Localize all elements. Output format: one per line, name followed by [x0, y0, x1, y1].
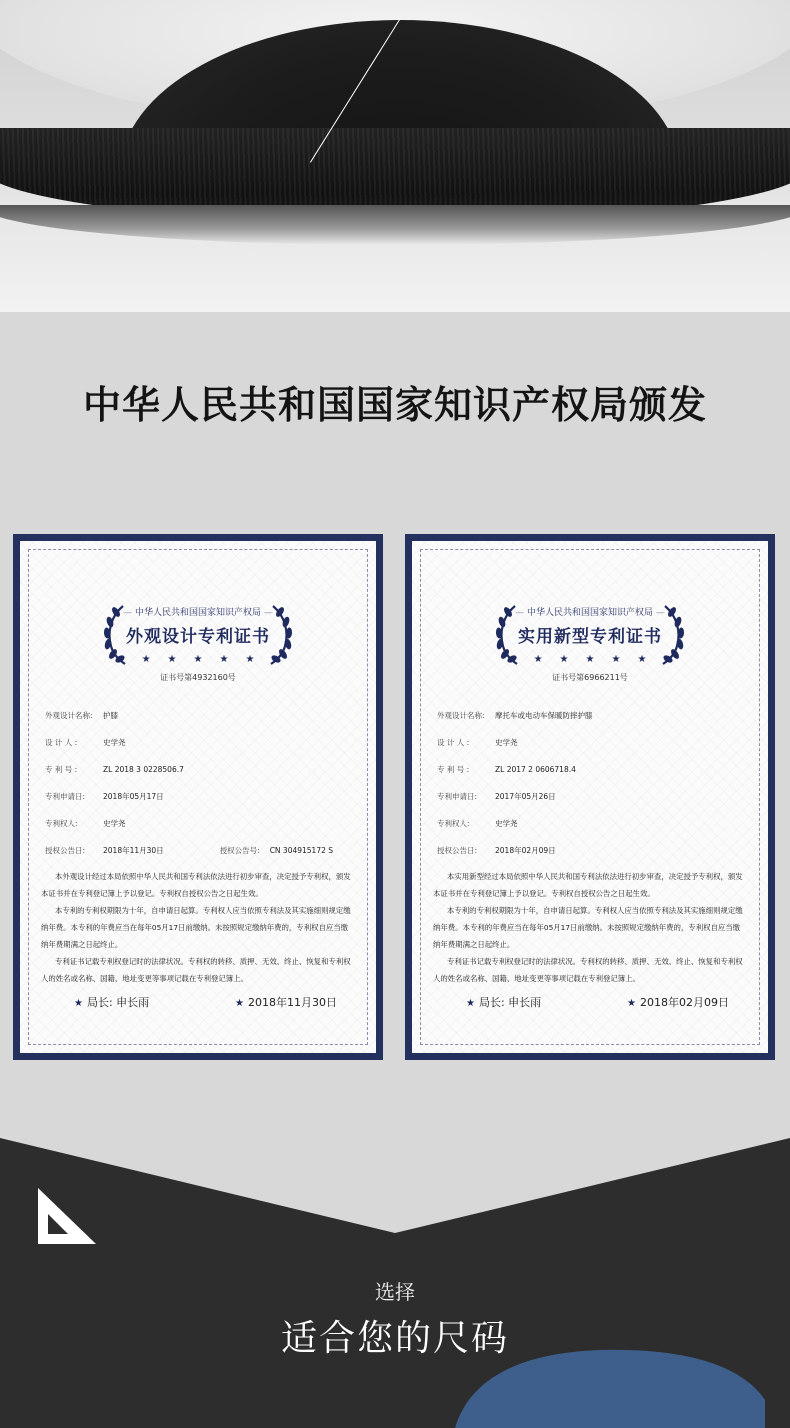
- cert-field-value: ZL 2017 2 0606718.4: [495, 765, 576, 774]
- cert-field-value: 2018年11月30日: [103, 846, 164, 855]
- cert-title: 实用新型专利证书: [518, 627, 662, 647]
- cert-field-row: [437, 783, 747, 810]
- cert-field-key: 授权公告日:: [45, 846, 86, 855]
- cert-field-key: 设 计 人 :: [437, 738, 470, 747]
- cert-director-text: 局长: 申长雨: [86, 996, 150, 1009]
- certificate-paper: [20, 541, 376, 1053]
- cert-field-key: 专利权人:: [45, 819, 78, 828]
- cert-paragraph: 本外观设计经过本局依照中华人民共和国专利法依法进行初步审查，决定授予专利权，颁发本证书并在专利登记簿上予以登记。专利权自授权公告之日起生效。: [41, 872, 351, 898]
- cert-field-key: 授权公告日:: [437, 846, 478, 855]
- cert-paragraph: 本专利的专利权期限为十年，自申请日起算。专利权人应当依照专利法及其实施细则规定缴纳年费。本专利的年费应当在每年05月17日前缴纳。未按照规定缴纳年费的，专利权自应当缴纳年费期满之日起终止。: [41, 906, 351, 949]
- cert-field-row: [437, 702, 747, 729]
- page-headline: 中华人民共和国国家知识产权局颁发: [82, 383, 707, 427]
- cert-signature: [74, 994, 337, 1010]
- cert-field-key: 专 利 号 :: [45, 765, 78, 774]
- star-icon: ★: [627, 998, 636, 1009]
- cert-paragraph: 专利证书记载专利权登记时的法律状况。专利权的转移、质押、无效、终止、恢复和专利权人的姓名或名称、国籍、地址变更等事项记载在专利登记簿上。: [433, 957, 743, 983]
- star-icon: ★: [74, 998, 83, 1009]
- cert-number: 证书号第4932160号: [160, 673, 236, 682]
- cert-director: [466, 994, 541, 1010]
- cert-date: [627, 994, 729, 1010]
- cert-body-text: [433, 868, 747, 987]
- cert-field-value: 护膝: [103, 711, 118, 720]
- cert-field-key: 专利权人:: [437, 819, 470, 828]
- cert-date-text: 2018年02月09日: [640, 996, 729, 1009]
- cert-field-row: [45, 837, 355, 864]
- certificate-utility-patent: [405, 534, 775, 1060]
- certificate-border: [420, 549, 760, 1045]
- cert-field-value: 史学尧: [103, 819, 126, 828]
- cert-field-row: [45, 756, 355, 783]
- cert-date-text: 2018年11月30日: [248, 996, 337, 1009]
- cert-field-key: 专利申请日:: [45, 792, 86, 801]
- cert-field-row: [437, 810, 747, 837]
- star-row-icon: ★★★★★: [141, 654, 272, 665]
- cert-field-value: 史学尧: [495, 819, 518, 828]
- cert-issuer: — 中华人民共和国国家知识产权局 —: [421, 605, 759, 618]
- cert-number: 证书号第6966211号: [552, 673, 628, 682]
- cert-field-row: [437, 837, 747, 864]
- choose-label: 选择: [375, 1280, 415, 1304]
- cert-paragraph: 专利证书记载专利权登记时的法律状况。专利权的转移、质押、无效、终止、恢复和专利权人的姓名或名称、国籍、地址变更等事项记载在专利登记簿上。: [41, 957, 351, 983]
- product-detail-photo: [0, 0, 790, 312]
- size-title: 适合您的尺码: [280, 1318, 509, 1359]
- cert-field-key: 设 计 人 :: [45, 738, 78, 747]
- cert-field-value: 摩托车或电动车保暖防摔护膝: [495, 711, 593, 720]
- cert-field-row: [45, 810, 355, 837]
- cert-field-row: [437, 756, 747, 783]
- star-row-icon: ★★★★★: [533, 654, 664, 665]
- cert-field-key: 外观设计名称:: [437, 711, 485, 720]
- star-icon: ★: [466, 998, 475, 1009]
- cert-title: 外观设计专利证书: [126, 627, 270, 647]
- felt-edge-highlight: [0, 205, 790, 245]
- cert-field-row: [45, 702, 355, 729]
- cert-signature: [466, 994, 729, 1010]
- cert-director-text: 局长: 申长雨: [478, 996, 542, 1009]
- cert-field-row: [45, 783, 355, 810]
- set-square-icon: [36, 1186, 98, 1246]
- cert-fields: [437, 702, 747, 864]
- certificate-border: [28, 549, 368, 1045]
- cert-field-key: 外观设计名称:: [45, 711, 93, 720]
- cert-date: [235, 994, 337, 1010]
- cert-field-value: 史学尧: [103, 738, 126, 747]
- cert-field-value: CN 304915172 S: [269, 846, 334, 855]
- cert-field-value: 史学尧: [495, 738, 518, 747]
- cert-paragraph: 本实用新型经过本局依照中华人民共和国专利法依法进行初步审查，决定授予专利权，颁发本证书并在专利登记簿上予以登记。专利权自授权公告之日起生效。: [433, 872, 743, 898]
- cert-fields: [45, 702, 355, 864]
- cert-field-key: 授权公告号:: [219, 846, 260, 855]
- cert-field-key: 专 利 号 :: [437, 765, 470, 774]
- cert-field-row: [437, 729, 747, 756]
- cert-body-text: [41, 868, 355, 987]
- cert-field-value: ZL 2018 3 0228506.7: [103, 765, 184, 774]
- cert-paragraph: 本专利的专利权期限为十年，自申请日起算。专利权人应当依照专利法及其实施细则规定缴纳年费。本专利的年费应当在每年05月17日前缴纳。未按照规定缴纳年费的，专利权自应当缴纳年费期满之日起终止。: [433, 906, 743, 949]
- star-icon: ★: [235, 998, 244, 1009]
- cert-field-key: 专利申请日:: [437, 792, 478, 801]
- cert-field-value: 2018年05月17日: [103, 792, 164, 801]
- cert-field-row: [45, 729, 355, 756]
- cert-field-value: 2018年02月09日: [495, 846, 556, 855]
- certificate-design-patent: [13, 534, 383, 1060]
- cert-issuer: — 中华人民共和国国家知识产权局 —: [29, 605, 367, 618]
- cert-director: [74, 994, 149, 1010]
- certificate-paper: [412, 541, 768, 1053]
- cert-field-value: 2017年05月26日: [495, 792, 556, 801]
